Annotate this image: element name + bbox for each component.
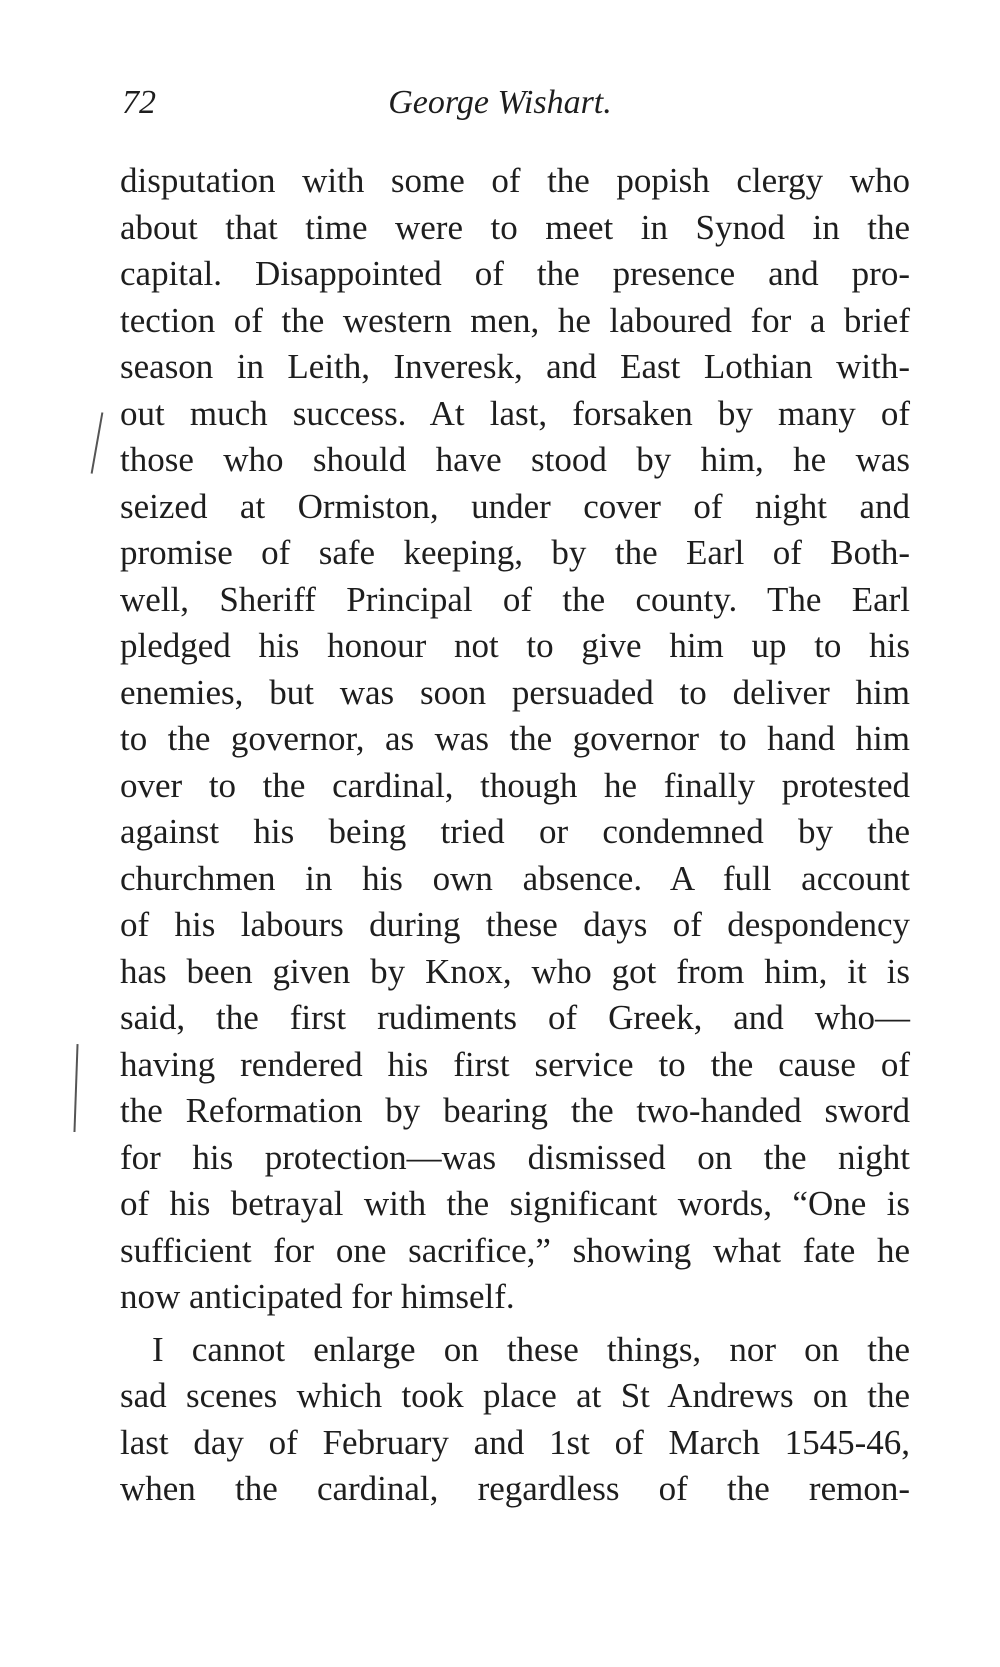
margin-pencil-mark bbox=[73, 1044, 78, 1132]
text-line: season in Leith, Inveresk, and East Lothian with- bbox=[120, 347, 910, 386]
text-line: against his being tried or condemned by the bbox=[120, 812, 910, 851]
text-line: sufficient for one sacrifice,” showing what fate he bbox=[120, 1230, 910, 1270]
text-line: I cannot enlarge on these things, nor on the bbox=[152, 1329, 910, 1369]
text-line: well, Sheriff Principal of the county. The Earl bbox=[120, 579, 910, 619]
text-line: those who should have stood by him, he was bbox=[120, 440, 910, 479]
body-text bbox=[120, 158, 910, 1513]
text-line: now anticipated for himself. bbox=[120, 1277, 515, 1316]
text-line: tection of the western men, he laboured for a brief bbox=[120, 300, 910, 340]
text-line: for his protection—was dismissed on the night bbox=[120, 1137, 910, 1177]
margin-pencil-mark bbox=[91, 412, 103, 473]
text-line: of his labours during these days of despondency bbox=[120, 905, 910, 944]
text-line: said, the first rudiments of Greek, and who— bbox=[120, 998, 910, 1037]
text-line: about that time were to meet in Synod in the bbox=[120, 207, 910, 247]
text-line: enemies, but was soon persuaded to deliver him bbox=[120, 672, 910, 712]
text-line: having rendered his first service to the cause of bbox=[120, 1044, 910, 1084]
text-line: last day of February and 1st of March 1545-46, bbox=[120, 1422, 910, 1462]
paragraph bbox=[120, 1327, 910, 1513]
text-line: seized at Ormiston, under cover of night and bbox=[120, 486, 910, 526]
text-line: out much success. At last, forsaken by many of bbox=[120, 393, 910, 433]
text-line: capital. Disappointed of the presence and pro- bbox=[120, 254, 910, 293]
running-head: George Wishart. bbox=[388, 84, 612, 121]
text-line: the Reformation by bearing the two-handed sword bbox=[120, 1091, 910, 1130]
text-line: promise of safe keeping, by the Earl of Both- bbox=[120, 533, 910, 572]
text-line: when the cardinal, regardless of the remon- bbox=[120, 1469, 910, 1508]
text-line: over to the cardinal, though he finally protested bbox=[120, 765, 910, 805]
page-number: 72 bbox=[122, 84, 156, 121]
text-line: of his betrayal with the significant words, “One is bbox=[120, 1184, 910, 1223]
text-line: pledged his honour not to give him up to his bbox=[120, 626, 910, 665]
text-line: to the governor, as was the governor to hand him bbox=[120, 719, 910, 758]
text-line: sad scenes which took place at St Andrews on the bbox=[120, 1376, 910, 1415]
text-line: churchmen in his own absence. A full account bbox=[120, 858, 910, 898]
text-line: has been given by Knox, who got from him, it is bbox=[120, 951, 910, 991]
paragraph bbox=[120, 158, 910, 1321]
text-line: disputation with some of the popish clergy who bbox=[120, 161, 910, 200]
